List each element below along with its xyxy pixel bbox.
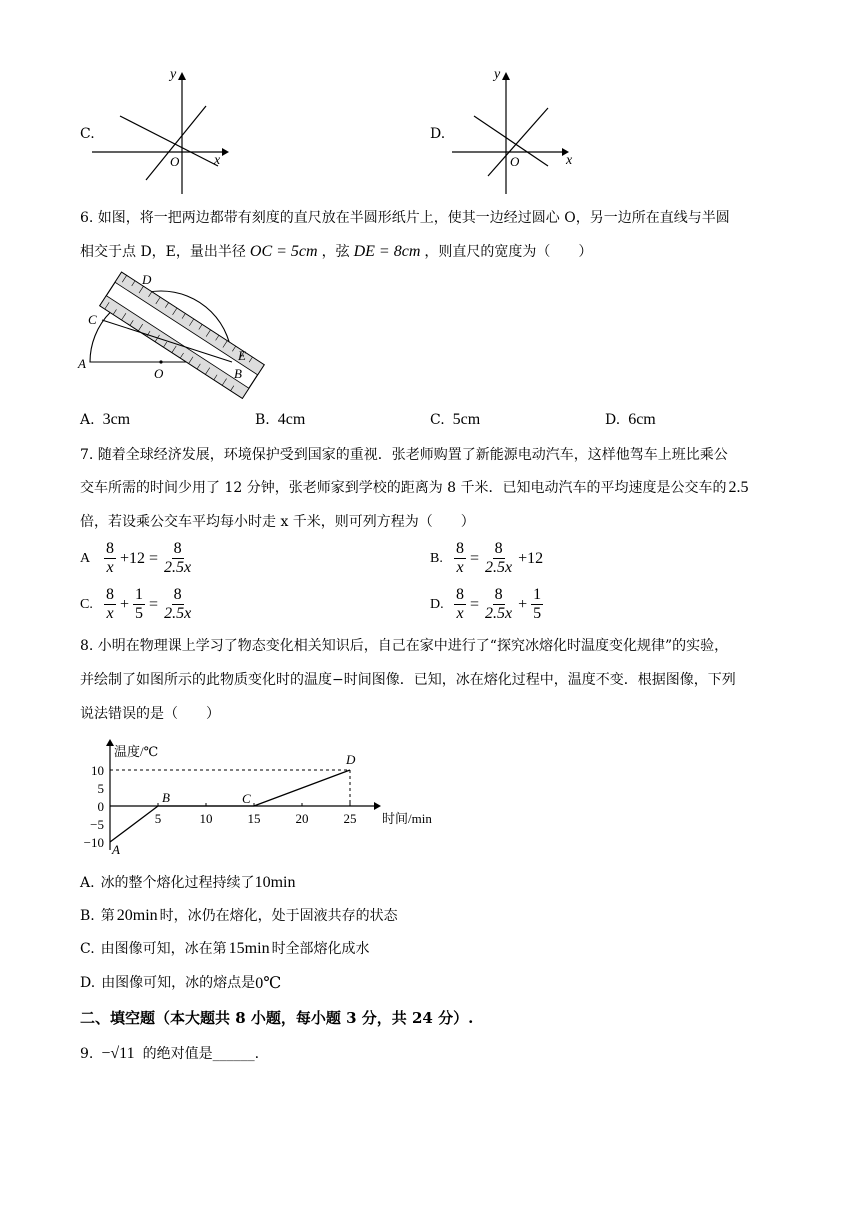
option-c-label: C. [80, 126, 95, 142]
q7-line2: 交车所需的时间少用了 12 分钟，张老师家到学校的距离为 8 千米．已知电动汽车的平均速度是公交车的 2.5 [80, 479, 749, 496]
y-axis-label: y [170, 67, 177, 82]
option-d-graph [450, 68, 590, 198]
q6-de-equation: DE = 8cm [353, 243, 421, 260]
q6-line2 [80, 242, 592, 262]
x-tick-label: 10 [199, 811, 213, 826]
q7-option-a[interactable]: A $\frac{8}{x}$ +12 = $\frac{8}{2.5x}$ [80, 540, 192, 576]
option-d-label: D. [430, 126, 446, 142]
q6-option-d[interactable]: D. 6cm [605, 411, 656, 428]
q8-option-a[interactable]: A. 冰的整个熔化过程持续了 10min [80, 874, 296, 891]
q8-option-b[interactable]: B. 第 20min 时，冰仍在熔化，处于固液共存的状态 [80, 907, 398, 924]
q9: 9. −√11 的绝对值是______. [80, 1045, 260, 1062]
q6-point-a: A [78, 356, 86, 371]
point-label-d: D [346, 752, 356, 767]
q6-option-b[interactable]: B. 4cm [255, 411, 306, 428]
x-axis-arrow [374, 802, 381, 810]
x-axis-label: x [566, 153, 573, 168]
y-tick-label: 5 [97, 781, 104, 796]
y-axis-label: y [494, 67, 501, 82]
option-c-graph [92, 68, 232, 198]
q6-point-e: E [238, 348, 246, 363]
y-tick-label: −5 [90, 817, 104, 832]
q6-oc-equation: OC = 5cm [249, 243, 318, 260]
y-axis-title: 温度/℃ [114, 744, 159, 759]
q8-line2: 并绘制了如图所示的此物质变化时的温度−时间图像．已知，冰在熔化过程中，温度不变．根据图像，下列 [80, 672, 736, 688]
q8-line1: 8. 小明在物理课上学习了物态变化相关知识后，自己在家中进行了“探究冰熔化时温度变化规律”的实验， [80, 638, 729, 654]
q8-option-d[interactable]: D. 由图像可知，冰的熔点是 0℃ [80, 975, 282, 992]
q6-line2-a: 相交于点 D，E，量出半径 [80, 244, 246, 260]
q6-option-a[interactable]: A. 3cm [80, 411, 131, 428]
point-label-a: A [112, 842, 120, 857]
x-tick-label: 25 [343, 811, 357, 826]
q9-expression: −√11 [101, 1045, 135, 1062]
y-axis-arrow [106, 739, 114, 746]
q6-figure [74, 272, 254, 402]
temperature-time-chart [78, 738, 432, 857]
q7-line3: 倍，若设乘公交车平均每小时走 x 千米，则可列方程为（ ） [80, 514, 475, 530]
q7-option-c[interactable]: C. $\frac{8}{x}$ + $\frac{1}{5}$ = $\frac{8}{2.5x}$ [80, 586, 192, 622]
q6-point-c: C [88, 312, 97, 327]
q6-point-d: D [142, 272, 152, 287]
q8-line3: 说法错误的是（ ） [80, 706, 220, 722]
q6-line2-b: ，弦 [321, 244, 350, 260]
origin-label: O [170, 154, 180, 169]
y-tick-label: −10 [83, 835, 104, 850]
q6-line2-c: ，则直尺的宽度为（ ） [424, 244, 593, 260]
q6-point-o: O [154, 366, 164, 381]
q7-option-b[interactable]: B. $\frac{8}{x}$ = $\frac{8}{2.5x}$ +12 [430, 540, 544, 576]
section-heading: 二、填空题（本大题共 8 小题，每小题 3 分，共 24 分）. [80, 1009, 474, 1027]
q6-line1: 6. 如图，将一把两边都带有刻度的直尺放在半圆形纸片上，使其一边经过圆心 O，另一边所在直线与半圆 [80, 210, 730, 226]
x-tick-label: 20 [295, 811, 309, 826]
x-tick-label: 15 [247, 811, 261, 826]
y-tick-label: 0 [97, 799, 104, 814]
y-tick-label: 10 [91, 763, 104, 778]
x-tick-label: 5 [154, 811, 162, 826]
x-axis-label: x [214, 153, 221, 168]
q6-point-b: B [234, 366, 242, 381]
q6-options [80, 410, 780, 430]
q7-line1: 7. 随着全球经济发展，环境保护受到国家的重视．张老师购置了新能源电动汽车，这样他驾车上班比乘公 [80, 447, 728, 463]
origin-label: O [510, 154, 520, 169]
q7-option-d[interactable]: D. $\frac{8}{x}$ = $\frac{8}{2.5x}$ + $\frac{1}{5}$ [430, 586, 542, 622]
q8-option-c[interactable]: C. 由图像可知，冰在第 15min 时全部熔化成水 [80, 940, 370, 957]
x-axis-title: 时间/min [382, 811, 432, 826]
q6-option-c[interactable]: C. 5cm [430, 411, 481, 428]
point-label-b: B [162, 790, 170, 805]
point-label-c: C [242, 791, 251, 806]
